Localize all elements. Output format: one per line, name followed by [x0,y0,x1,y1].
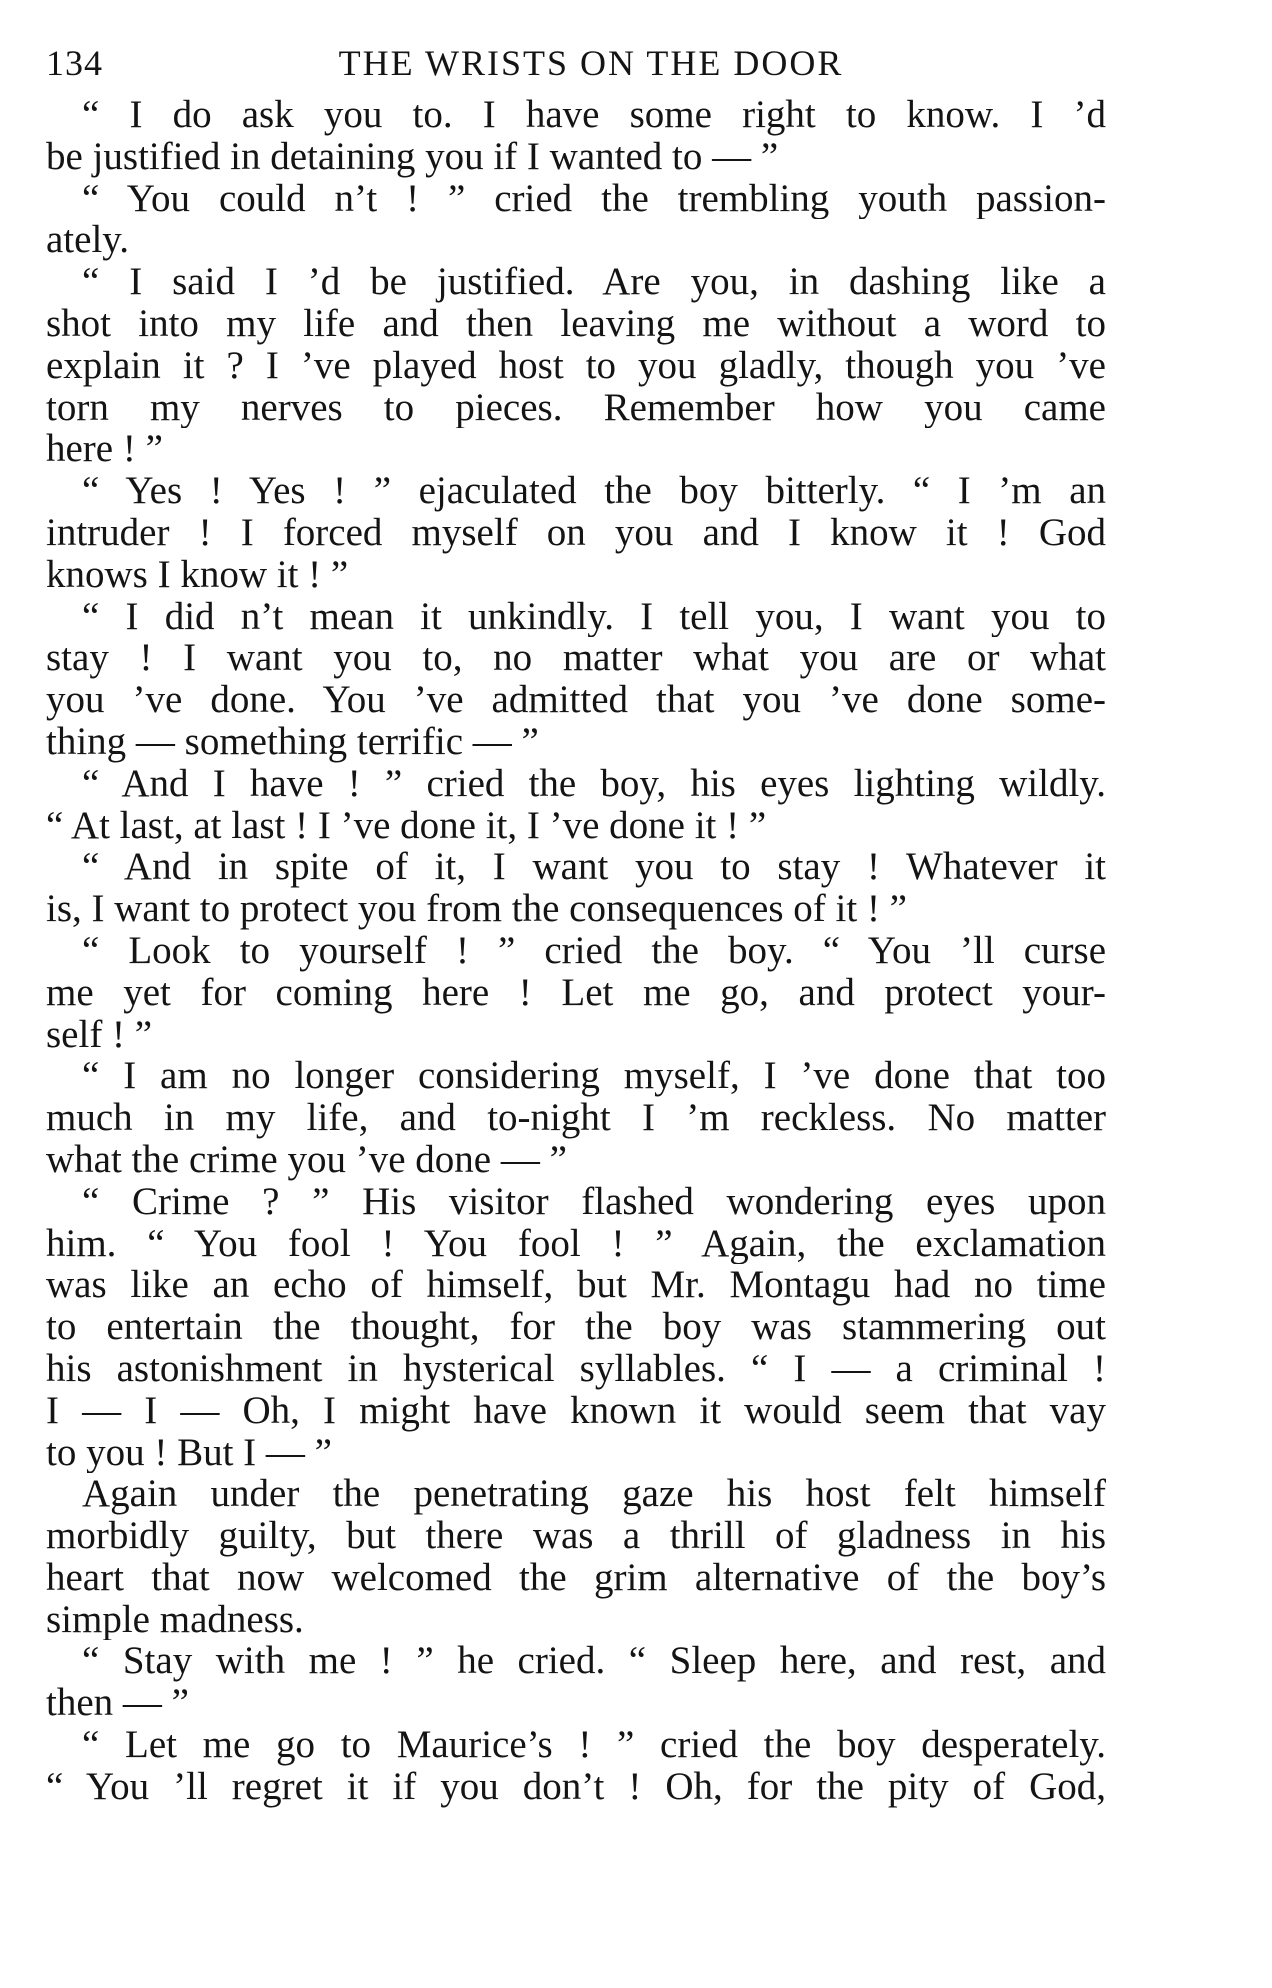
text-line: “ You could n’t ! ” cried the trembling youth passion- [82,177,1106,220]
text-line: be justified in detaining you if I wanted to — ” [46,135,779,178]
text-line: then — ” [46,1682,189,1725]
text-line: I — I — Oh, I might have known it would seem that vay [46,1389,1106,1432]
text-line: torn my nerves to pieces. Remember how you came [46,386,1106,429]
text-line: you ’ve done. You ’ve admitted that you ’ve done some- [46,679,1106,721]
text-line: intruder ! I forced myself on you and I know it ! God [46,511,1106,554]
text-line: “ At last, at last ! I ’ve done it, I ’ve done it ! ” [46,804,767,847]
text-line: “ Let me go to Maurice’s ! ” cried the boy desperately. [82,1724,1106,1766]
text-line: ately. [46,219,130,262]
text-line: explain it ? I ’ve played host to you gladly, though you ’ve [46,344,1106,387]
text-line: “ Yes ! Yes ! ” ejaculated the boy bitterly. “ I ’m an [82,470,1106,512]
text-line: to entertain the thought, for the boy was stammering out [46,1306,1106,1348]
text-line: Again under the penetrating gaze his host felt himself [82,1473,1106,1516]
text-line: “ You ’ll regret it if you don’t ! Oh, for the pity of God, [46,1765,1106,1808]
text-line: what the crime you ’ve done — ” [46,1138,567,1181]
text-line: to you ! But I — ” [46,1431,332,1474]
text-line: “ I did n’t mean it unkindly. I tell you, I want you to [82,595,1106,638]
text-line: morbidly guilty, but there was a thrill of gladness in his [46,1515,1106,1557]
text-line: heart that now welcomed the grim alternative of the boy’s [46,1556,1106,1599]
text-line: “ I said I ’d be justified. Are you, in dashing like a [82,261,1106,303]
text-line: is, I want to protect you from the consequences of it ! ” [46,888,907,930]
text-line: him. “ You fool ! You fool ! ” Again, the exclamation [46,1222,1106,1265]
book-page [46,30,1106,1808]
text-line: me yet for coming here ! Let me go, and protect your- [46,971,1106,1014]
text-line: “ I am no longer considering myself, I ’ve done that too [82,1055,1106,1098]
text-line: self ! ” [46,1013,153,1056]
text-line: “ Crime ? ” His visitor flashed wondering eyes upon [82,1180,1106,1223]
text-line: was like an echo of himself, but Mr. Montagu had no time [46,1264,1106,1307]
text-line: “ Stay with me ! ” he cried. “ Sleep here, and rest, and [82,1640,1106,1683]
text-line: much in my life, and to-night I ’m reckless. No matter [46,1097,1106,1139]
text-line: stay ! I want you to, no matter what you are or what [46,637,1106,680]
text-line: shot into my life and then leaving me without a word to [46,302,1106,345]
text-line: here ! ” [46,428,163,471]
body-text [46,94,1106,1808]
text-line: simple madness. [46,1598,304,1641]
text-line: knows I know it ! ” [46,553,349,596]
page-number: 134 [46,43,103,83]
text-line: thing — something terrific — ” [46,720,539,763]
text-line: “ And I have ! ” cried the boy, his eyes lighting wildly. [82,762,1106,805]
text-line: his astonishment in hysterical syllables. “ I — a criminal ! [46,1347,1106,1390]
page-header [46,30,1106,94]
text-line: “ And in spite of it, I want you to stay ! Whatever it [82,846,1106,889]
text-line: “ I do ask you to. I have some right to know. I ’d [82,94,1106,136]
text-line: “ Look to yourself ! ” cried the boy. “ You ’ll curse [82,929,1106,972]
running-head: THE WRISTS ON THE DOOR [338,43,844,83]
